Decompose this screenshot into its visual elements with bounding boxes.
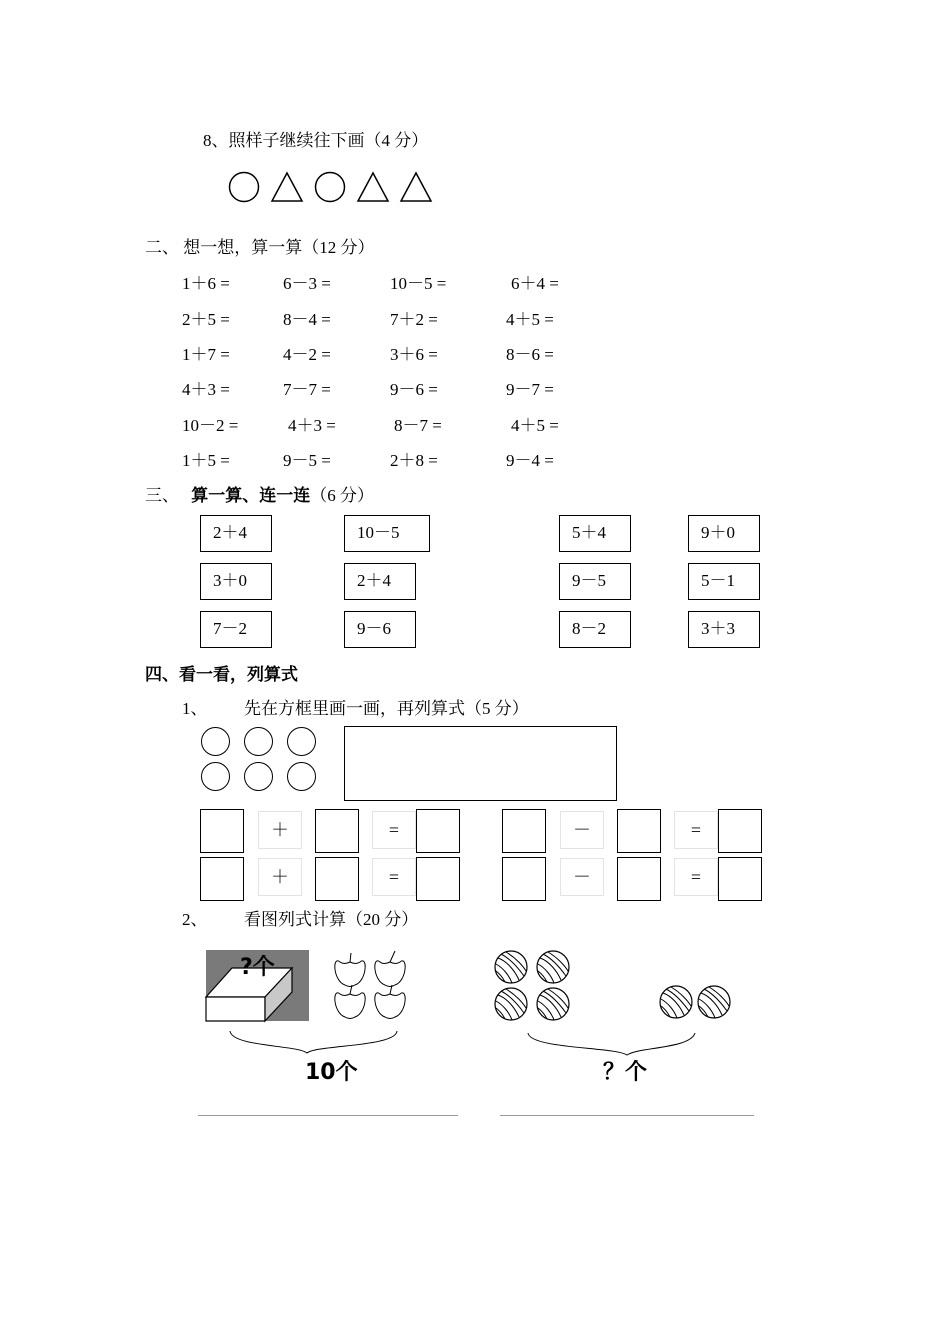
arithmetic-problem: 4＋3 = [288,416,336,435]
arithmetic-problem: 1＋5 = [182,451,230,470]
triangle-icon [358,173,388,201]
match-box[interactable]: 9－6 [344,611,416,648]
circle-icon [287,762,316,791]
arithmetic-problem: 2＋5 = [182,310,230,329]
arithmetic-problem: 8－4 = [283,310,331,329]
section4-title: 四、看一看，列算式 [145,665,298,684]
q8-title: 8、照样子继续往下画（4 分） [203,131,429,150]
match-box[interactable]: 3＋3 [688,611,760,648]
q2-number: 2、 [182,910,208,929]
circle-icon [244,762,273,791]
answer-box[interactable] [502,809,546,853]
circle-icon [201,762,230,791]
arithmetic-problem: 4＋5 = [511,416,559,435]
match-box[interactable]: 9＋0 [688,515,760,552]
circle-icon [230,173,259,202]
arithmetic-problem: 9－6 = [390,380,438,399]
arithmetic-problem: 4＋3 = [182,380,230,399]
arithmetic-problem: 1＋6 = [182,274,230,293]
section3-heading: 算一算、连一连 [191,486,311,505]
equals-sign: = [674,858,718,896]
match-box[interactable]: 2＋4 [200,515,272,552]
answer-box[interactable] [718,809,762,853]
circle-icon [201,727,230,756]
q1-text: 先在方框里画一画，再列算式（5 分） [244,699,529,718]
apple-icon [335,985,365,1019]
equals-sign: = [674,811,718,849]
match-box[interactable]: 5＋4 [559,515,631,552]
answer-box[interactable] [416,809,460,853]
match-box[interactable]: 2＋4 [344,563,416,600]
equals-sign: = [372,811,416,849]
section3-title [145,481,374,506]
arithmetic-problem: 1＋7 = [182,345,230,364]
section3-score: （6 分） [310,486,374,505]
total-label-right: ？个 [603,1060,648,1085]
circle-icon [316,173,345,202]
answer-line[interactable] [198,1115,458,1116]
picture-balls [490,945,740,1065]
arithmetic-problem: 9－5 = [283,451,331,470]
box-label: ?个 [240,955,275,980]
answer-box[interactable] [617,857,661,901]
section2-title: 二、 想一想，算一算（12 分） [145,238,375,257]
arithmetic-problem: 7－7 = [283,380,331,399]
answer-box[interactable] [315,857,359,901]
match-box[interactable]: 10－5 [344,515,430,552]
total-label-left: 10个 [305,1060,358,1085]
triangle-icon [401,173,431,201]
apple-icon [375,951,405,987]
answer-box[interactable] [200,809,244,853]
arithmetic-problem: 7＋2 = [390,310,438,329]
equals-sign: = [372,858,416,896]
plus-sign: ＋ [258,811,302,849]
apple-icon [335,953,365,987]
arithmetic-problem: 4－2 = [283,345,331,364]
drawing-box[interactable] [344,726,617,801]
arithmetic-problem: 10－5 = [390,274,447,293]
answer-box[interactable] [200,857,244,901]
answer-box[interactable] [617,809,661,853]
arithmetic-problem: 6－3 = [283,274,331,293]
shape-pattern [225,167,440,207]
minus-sign: － [560,858,604,896]
arithmetic-problem: 8－6 = [506,345,554,364]
answer-box[interactable] [315,809,359,853]
answer-box[interactable] [416,857,460,901]
match-box[interactable]: 7－2 [200,611,272,648]
answer-box[interactable] [718,857,762,901]
q2-text: 看图列式计算（20 分） [244,910,419,929]
match-box[interactable]: 3＋0 [200,563,272,600]
ball-icon [495,951,527,983]
match-box[interactable]: 5－1 [688,563,760,600]
arithmetic-problem: 2＋8 = [390,451,438,470]
answer-box[interactable] [502,857,546,901]
q1-number: 1、 [182,699,208,718]
ball-icon [495,988,527,1020]
match-box[interactable]: 8－2 [559,611,631,648]
arithmetic-problem: 4＋5 = [506,310,554,329]
arithmetic-problem: 9－4 = [506,451,554,470]
ball-icon [537,988,569,1020]
ball-icon [698,986,730,1018]
answer-line[interactable] [500,1115,754,1116]
arithmetic-problem: 3＋6 = [390,345,438,364]
ball-icon [660,986,692,1018]
section3-prefix: 三、 [145,486,179,505]
arithmetic-problem: 10－2 = [182,416,239,435]
apple-icon [375,985,405,1019]
match-box[interactable]: 9－5 [559,563,631,600]
plus-sign: ＋ [258,858,302,896]
arithmetic-problem: 6＋4 = [511,274,559,293]
minus-sign: － [560,811,604,849]
ball-icon [537,951,569,983]
arithmetic-problem: 8－7 = [394,416,442,435]
circle-icon [287,727,316,756]
arithmetic-problem: 9－7 = [506,380,554,399]
circle-icon [244,727,273,756]
triangle-icon [272,173,302,201]
